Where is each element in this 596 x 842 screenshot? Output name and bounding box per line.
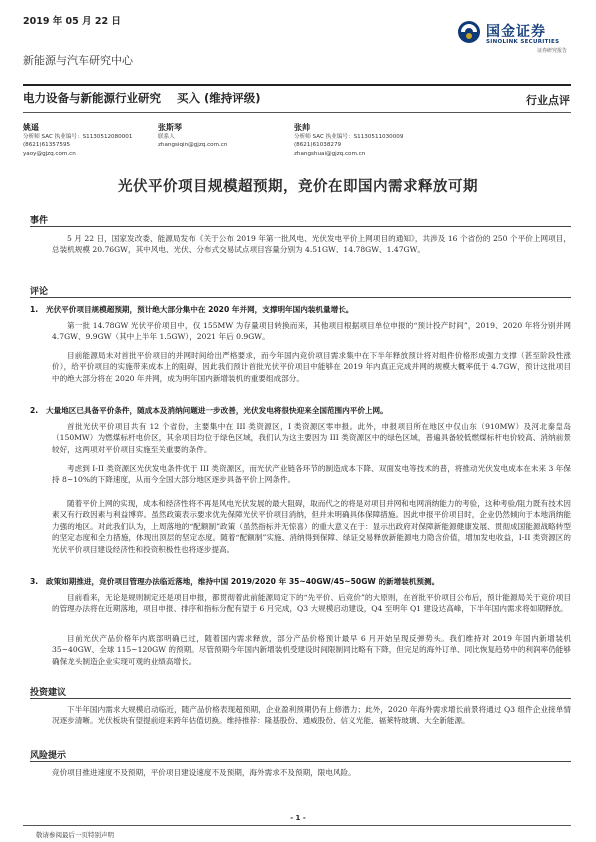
section-heading-event: 事件 xyxy=(30,216,49,226)
point-text: 光伏平价项目规模超预期，预计绝大部分集中在 2020 年并网，支撑明年国内装机量增长。 xyxy=(46,305,354,314)
logo-name-cn: 国金证券 xyxy=(486,24,546,40)
author-email[interactable]: zhangshuai@gjzq.com.cn xyxy=(294,150,366,157)
author-role: 联系人 xyxy=(158,134,175,141)
sinolink-logo-icon xyxy=(457,20,481,44)
point-heading-2 xyxy=(30,405,571,416)
point-heading-1 xyxy=(30,304,571,315)
paragraph-2b: 考虑到 I-II 类资源区光伏发电条件优于 III 类资源区，而光伏产业链各环节的制造成本下降、双面发电等技术的普，将推动光伏发电成本在未来 3 年保持 8~10%的下降速度，从而今全国大部分地区逐步具备平价上网条件。 xyxy=(52,464,571,485)
report-title: 光伏平价项目规模超预期，竞价在即国内需求释放可期 xyxy=(118,178,478,195)
section-heading-risk: 风险提示 xyxy=(30,751,67,761)
paragraph-1a: 第一批 14.78GW 光伏平价项目中，仅 155MW 为存量项目转换而来，其他项目根据项目单位申报的“预计投产时间”，2019、2020 年将分别并网 4.7GW、9.9GW（其中上半年 1.5GW），2021 年后 0.9GW。 xyxy=(52,321,571,342)
authors-divider xyxy=(23,112,571,113)
risk-paragraph: 竞价项目推进速度不及预期，平价项目建设速度不及预期，海外需求不及预期，限电风险。 xyxy=(52,768,356,777)
logo-tagline: 证券研究报告 xyxy=(537,48,568,54)
author-phone: (8621)61038279 xyxy=(294,142,342,149)
point-heading-3 xyxy=(30,576,571,587)
author-sac: 分析师 SAC 执业编号：S1130511030009 xyxy=(294,134,404,141)
author-sac: 分析师 SAC 执业编号：S1130512080001 xyxy=(23,134,133,141)
section-divider xyxy=(30,297,571,298)
paragraph-2c: 随着平价上网的实现，成本和经济性将不再是风电光伏发展的最大阻碍，取而代之的将是对项目并网和电网消纳能力的考验，这种考验/阻力既有技术因素又有行政因素与利益博弈。虽然政策表示要求优先保障光伏平价项目消纳，但并未明确具体保障措施。因此申报平价项目时，企业仍然倾向于本地消纳能力强的地区。对此我们认为，上周落地的“配额制”政策（虽然指标并无惊喜）的重大意义在于：显示出政府对保障新能源健康发展、贯彻成国能源战略转型的坚定态度和全力措施，体现出顶层的坚定态度。随着“配额制”实施、消纳得到保障、绿证交易释放新能源电力隐含价值，增加发电收益，I-II 类资源区的光伏平价项目建设经济性和投资积极性也将逐步提高。 xyxy=(52,499,571,554)
author-name: 姚遥 xyxy=(23,123,39,132)
paragraph-3a: 目前看来，无论是规则制定还是项目申报，都贯彻着此前能源局定下的“先平价、后竞价”的大原则，在首批平价项目公布后，预计能源局关于竞价项目的管理办法将在近期落地，项目申报、排序和指标分配有望于 6 月完成，Q3 大规模启动建设，Q4 至明年 Q1 建设达高峰，下半年国内需求将如期释放。 xyxy=(52,593,571,614)
paragraph-3b: 目前光伏产品价格年内底部明确已过，随着国内需求释放，部分产品价格预计最早 6 月开始呈现反弹势头。我们维持对 2019 年国内新增装机 35~40GW、全球 115~120GW 的预期。尽管预期今年国内新增装机受建设时间限制同比略有下降，但完足的海外订单、同比恢复趋势中的利润率仍能够确保龙头制造企业实现可观的业绩高增长。 xyxy=(52,634,571,666)
author-block-2 xyxy=(158,124,227,150)
report-type: 行业点评 xyxy=(526,94,570,107)
paragraph-1b: 目前能源局未对首批平价项目的并网时间给出严格要求，而今年国内竞价项目需求集中在下半年释放预计将对组件价格形成强力支撑（甚至阶段性涨价），给平价项目的实施带来成本上的阻碍，因此我们预计首批光伏平价项目中能够在 2019 年内真正完成并网的规模大概率低于 4.7GW，预计这批项目中的绝大部分将在 2020 年并网，成为明年国内新增装机的重要组成部分。 xyxy=(52,351,571,383)
section-heading-comment: 评论 xyxy=(30,287,49,297)
author-email[interactable]: zhangsiqin@gjzq.com.cn xyxy=(158,142,228,149)
report-date: 2019 年 05 月 22 日 xyxy=(23,16,121,27)
point-number: 3. xyxy=(30,577,39,586)
author-block-1 xyxy=(23,124,132,158)
section-divider xyxy=(30,226,571,227)
section-divider xyxy=(30,761,571,762)
advice-paragraph: 下半年国内需求大规模启动临近，随产品价格表现超预期，企业盈利预期仍有上修潜力；此外，2020 年海外需求增长前景将通过 Q3 组件企业接单情况逐步清晰。光伏板块有望提前迎来跨年估值切换。维持推荐：隆基股份、通威股份、信义光能、福莱特玻璃、大全新能源。 xyxy=(52,705,571,726)
paragraph-2a: 首批光伏平价项目共有 12 个省份，主要集中在 III 类资源区，I 类资源区零申报。此外，申报项目所在地区中仅山东（910MW）及河北秦皇岛（150MW）为燃煤标杆电价区，其余项目均位于绿色区域，我们认为这主要因为 III 类资源区中的绿色区域，普遍具备较低燃煤标杆电价较高、消纳前景较好，这两项对平价项目实施至关重要的条件。 xyxy=(52,422,571,454)
industry-rating-line: 电力设备与新能源行业研究 买入 (维持评级) xyxy=(23,91,261,105)
research-center: 新能源与汽车研究中心 xyxy=(23,54,133,67)
author-block-3 xyxy=(294,124,403,158)
point-text: 政策如期推进，竞价项目管理办法临近落地，维持中国 2019/2020 年 35~40GW/45~50GW 的新增装机预测。 xyxy=(46,577,440,586)
logo-name-en: SINOLINK SECURITIES xyxy=(486,39,560,45)
author-phone: (8621)61357595 xyxy=(23,142,71,149)
author-name: 张帅 xyxy=(294,123,310,132)
header-divider xyxy=(23,84,571,86)
author-email[interactable]: yaoy@gjzq.com.cn xyxy=(23,150,76,157)
point-number: 1. xyxy=(30,305,39,314)
point-number: 2. xyxy=(30,406,39,415)
section-divider xyxy=(30,698,571,699)
section-heading-advice: 投资建议 xyxy=(30,688,67,698)
page-number: - 1 - xyxy=(290,814,306,822)
author-name: 张斯琴 xyxy=(158,123,182,132)
disclaimer-note[interactable]: 敬请参阅最后一页特别声明 xyxy=(36,831,114,839)
event-paragraph: 5 月 22 日，国家发改委、能源局发布《关于公布 2019 年第一批风电、光伏发电平价上网项目的通知》，共涉及 16 个省份的 250 个平价上网项目，总装机规模 20.76GW，其中风电、光伏、分布式交易试点项目容量分别为 4.51GW、14.78GW、1.47GW。 xyxy=(52,234,571,255)
footer-divider xyxy=(23,825,571,826)
point-text: 大量地区已具备平价条件，随成本及消纳问题进一步改善，光伏发电将很快迎来全国范围内平价上网。 xyxy=(46,406,388,415)
